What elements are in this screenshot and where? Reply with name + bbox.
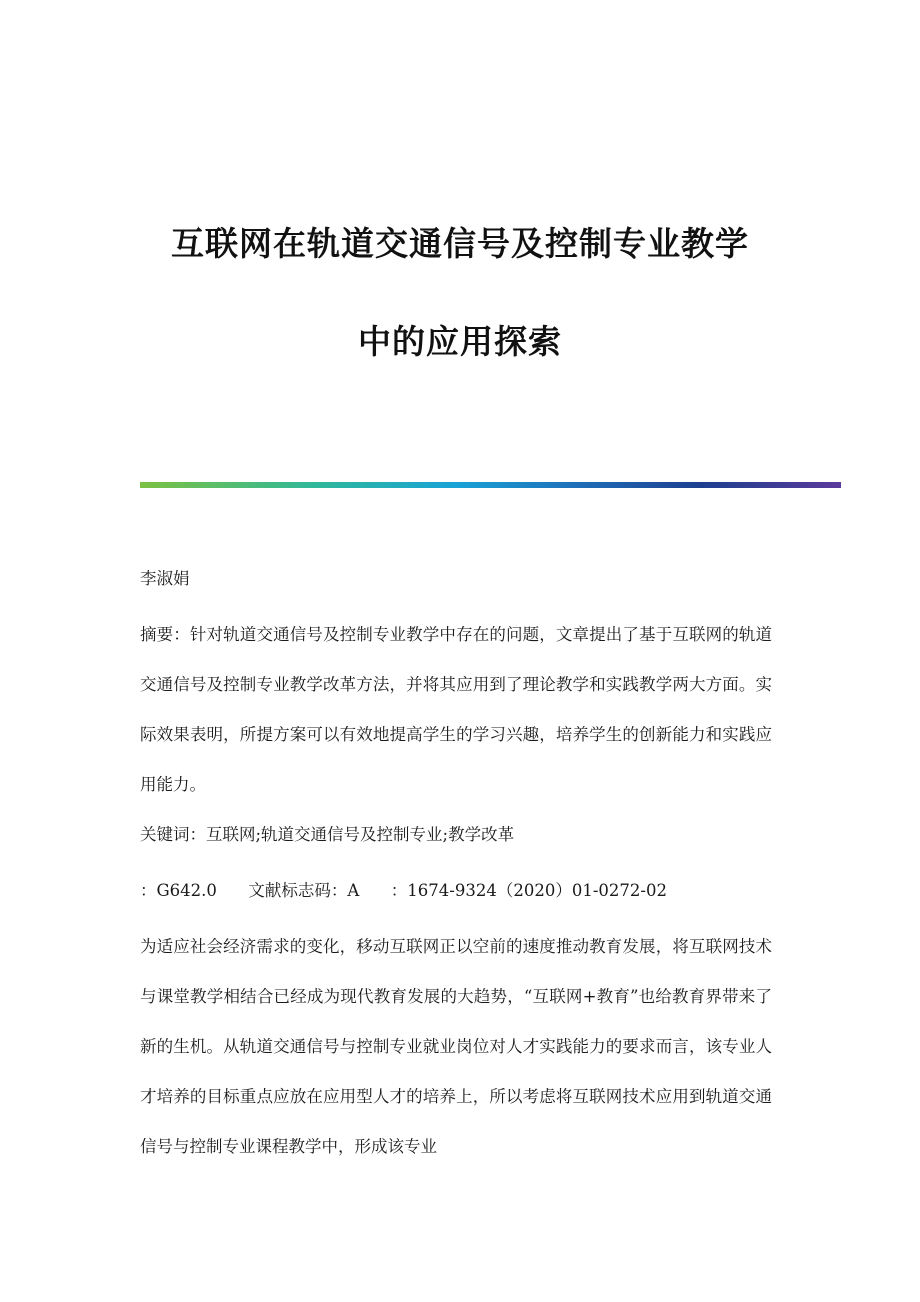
- gradient-divider: [140, 482, 841, 488]
- abstract-paragraph: 摘要：针对轨道交通信号及控制专业教学中存在的问题，文章提出了基于互联网的轨道交通信号及控制专业教学改革方法，并将其应用到了理论教学和实践教学两大方面。实际效果表明，所提方案可以有效地提高学生的学习兴趣，培养学生的创新能力和实践应用能力。: [140, 625, 772, 794]
- author-name: 李淑娟: [140, 569, 190, 588]
- document-title-line-1: 互联网在轨道交通信号及控制专业教学: [171, 224, 749, 263]
- document-title-line-2: 中的应用探索: [358, 322, 562, 361]
- body-paragraph: 为适应社会经济需求的变化，移动互联网正以空前的速度推动教育发展，将互联网技术与课堂教学相结合已经成为现代教育发展的大趋势，“互联网+教育”也给教育界带来了新的生机。从轨道交通信号与控制专业就业岗位对人才实践能力的要求而言，该专业人才培养的目标重点应放在应用型人才的培养上，所以考虑将互联网技术应用到轨道交通信号与控制专业课程教学中，形成该专业: [140, 937, 772, 1156]
- keywords-line: 关键词：互联网;轨道交通信号及控制专业;教学改革: [140, 825, 515, 844]
- classification-line: ：G642.0 文献标志码：A ：1674-9324（2020）01-0272-02: [140, 881, 667, 900]
